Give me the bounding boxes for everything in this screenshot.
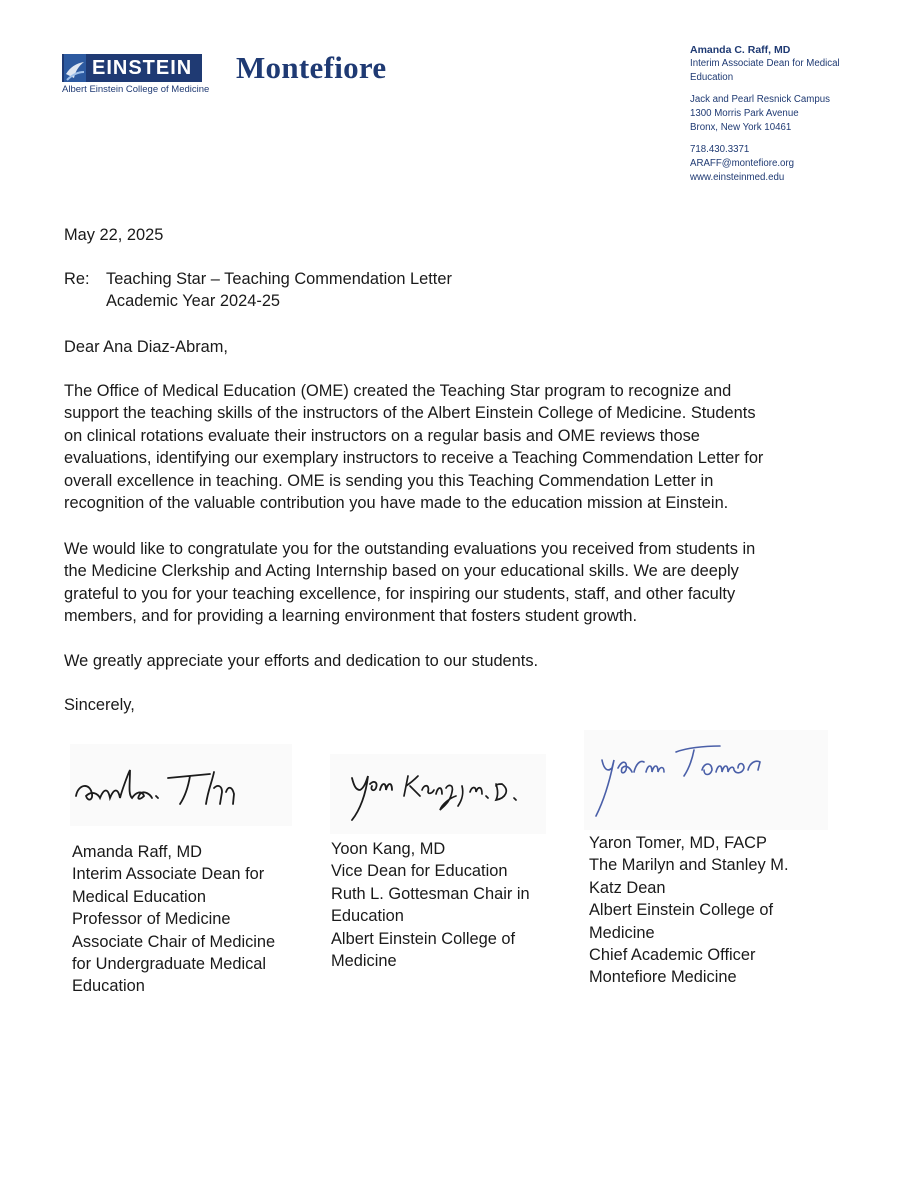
signer-line: Education [331,907,404,926]
contact-address-line2: 1300 Morris Park Avenue [690,108,799,119]
salutation: Dear Ana Diaz-Abram, [64,338,228,356]
einstein-logo [62,54,202,82]
contact-title-line2: Education [690,72,734,83]
signer-line: Chief Academic Officer [589,946,756,965]
contact-block [690,43,890,185]
signer-line: for Undergraduate Medical [72,955,267,974]
signer-raff [72,841,275,998]
signer-line: Education [72,977,145,996]
signer-line: Katz Dean [589,878,666,897]
paragraph-line: members, and for providing a learning environment that fosters student growth. [64,607,638,626]
signer-line: Medical Education [72,887,206,906]
re-label: Re: [64,270,90,288]
signature-kang [330,754,546,834]
contact-address-line1: Jack and Pearl Resnick Campus [690,94,830,105]
contact-website[interactable]: www.einsteinmed.edu [690,172,785,183]
signer-line: Montefiore Medicine [589,968,737,987]
re-subject [106,268,452,313]
closing: Sincerely, [64,696,135,714]
signer-line: Vice Dean for Education [331,862,508,881]
signature-raff [70,744,292,826]
re-line2: Academic Year 2024-25 [106,292,281,311]
paragraph-line: on clinical rotations evaluate their instructors on a regular basis and OME reviews those [64,426,700,445]
contact-title-line1: Interim Associate Dean for Medical [690,58,840,69]
einstein-logo-text: EINSTEIN [92,56,193,79]
signer-line: Yoon Kang, MD [331,840,446,858]
signer-line: Yaron Tomer, MD, FACP [589,834,767,852]
contact-phone: 718.430.3371 [690,144,750,155]
signer-line: Medicine [589,923,655,942]
contact-address-line3: Bronx, New York 10461 [690,122,792,133]
signer-line: Amanda Raff, MD [72,843,202,861]
paragraph-line: evaluations, identifying our exemplary instructors to receive a Teaching Commendation Letter for [64,449,764,468]
signer-line: Professor of Medicine [72,910,231,929]
paragraph-line: the Medicine Clerkship and Acting Internship based on your educational skills. We are deeply [64,562,739,581]
signature-tomer [584,730,828,830]
paragraph-line: overall excellence in teaching. OME is sending you this Teaching Commendation Letter in [64,471,714,490]
paragraph-2 [64,538,864,628]
einstein-emblem-icon [64,54,86,82]
paragraph-line: recognition of the valuable contribution you have made to the education mission at Einstein. [64,494,729,513]
signer-kang [331,838,530,972]
paragraph-line: We would like to congratulate you for the outstanding evaluations you received from students in [64,540,756,558]
contact-name: Amanda C. Raff, MD [690,44,791,56]
letter-date: May 22, 2025 [64,226,164,244]
signer-line: Albert Einstein College of [331,929,516,948]
montefiore-logo: Montefiore [236,50,387,85]
signer-line: Interim Associate Dean for [72,865,265,884]
signer-line: Albert Einstein College of [589,901,774,920]
paragraph-line: grateful to you for your teaching excellence, for inspiring our students, staff, and other faculty [64,584,736,603]
signer-line: Ruth L. Gottesman Chair in [331,884,530,903]
paragraph-1 [64,380,864,514]
contact-email[interactable]: ARAFF@montefiore.org [690,158,795,169]
signer-line: Associate Chair of Medicine [72,932,276,951]
signer-line: Medicine [331,952,397,971]
signer-line: The Marilyn and Stanley M. [589,856,789,875]
signer-tomer [589,832,789,989]
einstein-subtitle: Albert Einstein College of Medicine [62,84,210,95]
paragraph-line: The Office of Medical Education (OME) created the Teaching Star program to recognize and [64,382,732,400]
paragraph-3: We greatly appreciate your efforts and dedication to our students. [64,652,539,670]
re-line1: Teaching Star – Teaching Commendation Letter [106,270,452,288]
paragraph-line: support the teaching skills of the instructors of the Albert Einstein College of Medicine. Students [64,404,756,423]
